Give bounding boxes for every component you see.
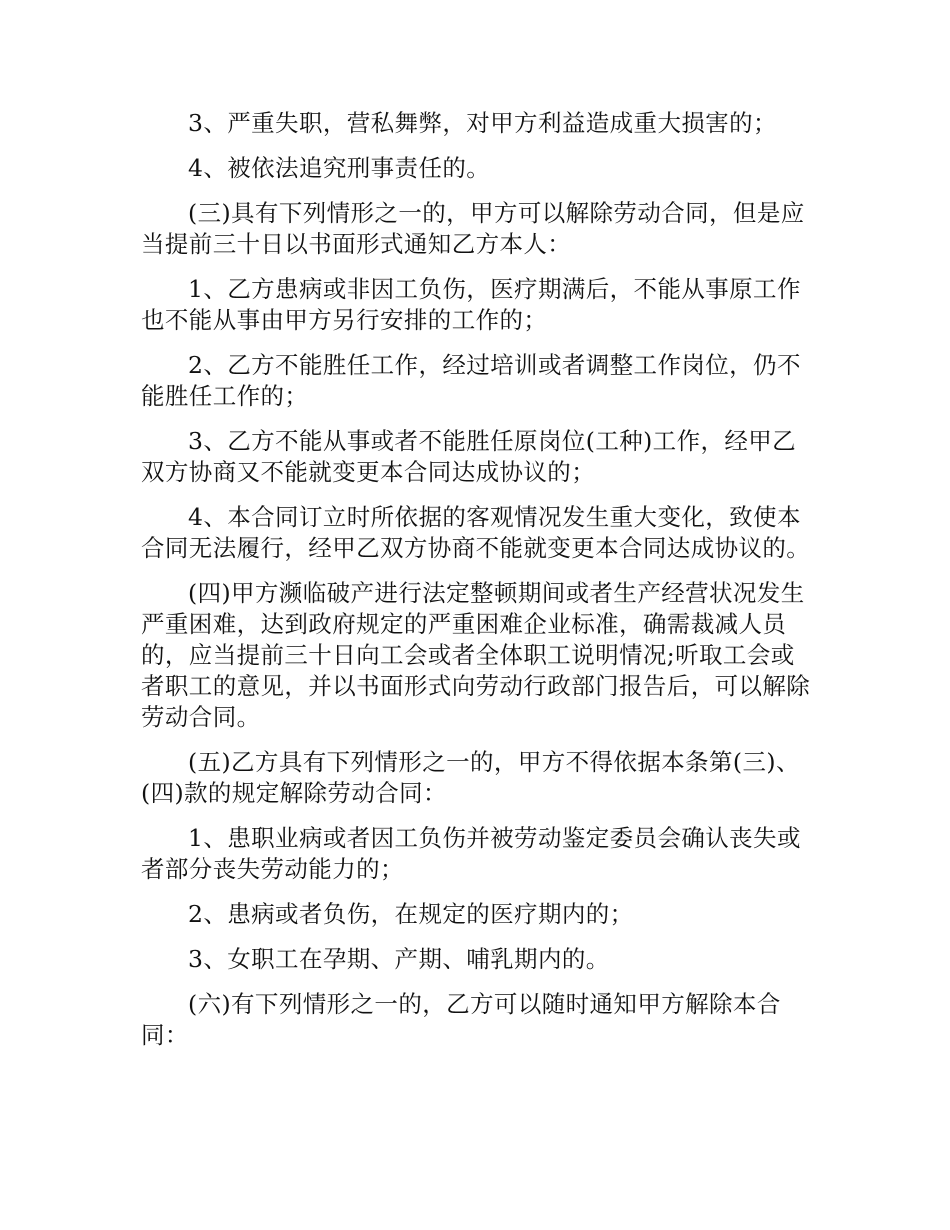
clause-paragraph: 1、乙方患病或非因工负伤，医疗期满后，不能从事原工作也不能从事由甲方另行安排的工作的； bbox=[141, 275, 801, 334]
section-paragraph: (六)有下列情形之一的，乙方可以随时通知甲方解除本合同： bbox=[141, 990, 781, 1049]
section-paragraph: (四)甲方濒临破产进行法定整顿期间或者生产经营状况发生严重困难，达到政府规定的严重困难企业标准，确需裁减人员的，应当提前三十日向工会或者全体职工说明情况;听取工会或者职工的意见，并以书面形式向劳动行政部门报告后，可以解除劳动合同。 bbox=[141, 579, 811, 731]
clause-paragraph: 2、患病或者负伤，在规定的医疗期内的； bbox=[188, 900, 634, 928]
clause-paragraph: 4、本合同订立时所依据的客观情况发生重大变化，致使本合同无法履行，经甲乙双方协商不能就变更本合同达成协议的。 bbox=[141, 503, 811, 562]
clause-paragraph: 3、严重失职，营私舞弊，对甲方利益造成重大损害的； bbox=[188, 109, 777, 137]
document-body bbox=[141, 108, 813, 1065]
section-paragraph: (三)具有下列情形之一的，甲方可以解除劳动合同，但是应当提前三十日以书面形式通知乙方本人： bbox=[141, 199, 805, 258]
clause-paragraph: 2、乙方不能胜任工作，经过培训或者调整工作岗位，仍不能胜任工作的； bbox=[141, 351, 801, 410]
section-paragraph: (五)乙方具有下列情形之一的，甲方不得依据本条第(三)、(四)款的规定解除劳动合同： bbox=[141, 748, 800, 807]
clause-paragraph: 3、女职工在孕期、产期、哺乳期内的。 bbox=[188, 945, 610, 973]
clause-paragraph: 1、患职业病或者因工负伤并被劳动鉴定委员会确认丧失或者部分丧失劳动能力的； bbox=[141, 824, 801, 883]
clause-paragraph: 4、被依法追究刑事责任的。 bbox=[188, 154, 491, 182]
clause-paragraph: 3、乙方不能从事或者不能胜任原岗位(工种)工作，经甲乙双方协商又不能就变更本合同达成协议的； bbox=[141, 427, 797, 486]
